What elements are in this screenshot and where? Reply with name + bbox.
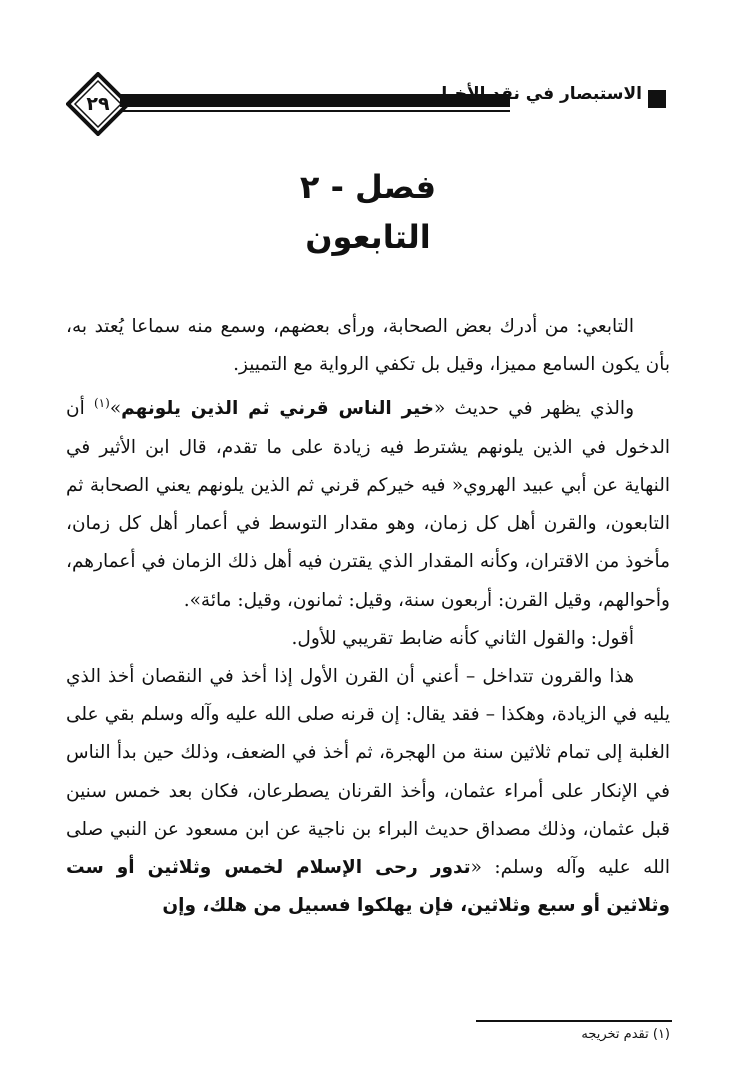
- page-number: ٢٩: [86, 93, 110, 115]
- paragraph: [66, 620, 670, 658]
- text-run: أن الدخول في الذين يلونهم يشترط فيه زيادة على ما تقدم، قال ابن الأثير في النهاية عن أبي عبيد الهروي« فيه خيركم قرني ثم الذين يلونهم يعني الصحابة ثم التابعون، والقرن أهل كل زمان، وهو مقدار التوسط في أعمار أهل كل زمان، مأخوذ من الاقتران، وكأنه المقدار الذي يقترن فيه أهل ذلك الزمان في أعمارهم، وأحوالهم، وقيل القرن: أربعون سنة، وقيل: ثمانون، وقيل: مائة».: [66, 398, 670, 611]
- text-run: التابعي: من أدرك بعض الصحابة، ورأى بعضهم، وسمع منه سماعا يُعتد به، بأن يكون السامع مميزا، وقيل بل تكفي الرواية مع التمييز.: [66, 316, 670, 376]
- paragraph: [66, 384, 670, 619]
- footnote-rule: [476, 1020, 672, 1022]
- footnote-ref: (١): [93, 396, 110, 411]
- chapter-title: التابعون: [305, 218, 431, 256]
- running-header: [60, 64, 672, 144]
- text-run: هذا والقرون تتداخل – أعني أن القرن الأول إذا أخذ في النقصان أخذ الذي يليه في الزيادة، وهكذا – فقد يقال: إن قرنه صلى الله عليه وآله وسلم بقي على الغلبة إلى تمام ثلاثين سنة من الهجرة، ثم أخذ في الضعف، وذلك حين بدأ الناس في الإنكار على أمراء عثمان، وأخذ القرنان يصطرعان، فكان بعد خمس سنين قبل عثمان، وذلك مصداق حديث البراء بن ناجية عن ابن مسعود عن النبي صلى الله عليه وآله وسلم: «: [66, 665, 670, 878]
- section-number: فصل - ٢: [299, 168, 437, 206]
- header-square-ornament: [648, 90, 666, 108]
- hadith-quote: تدور رحى الإسلام لخمس وثلاثين أو ست وثلاثين أو سبع وثلاثين، فإن يهلكوا فسبيل من هلك، وإن: [66, 857, 670, 917]
- paragraph: [66, 308, 670, 384]
- footnote: (١) تقدم تخريجه: [581, 1027, 670, 1042]
- text-run: والذي يظهر في حديث «: [433, 398, 634, 420]
- text-run: »: [109, 398, 122, 420]
- running-title: الاستبصار في نقد الأخبار: [431, 84, 642, 104]
- paragraph: [66, 658, 670, 925]
- text-run: أقول: والقول الثاني كأنه ضابط تقريبي للأول.: [291, 627, 634, 649]
- hadith-quote: خير الناس قرني ثم الذين يلونهم: [121, 398, 434, 420]
- body-text: [66, 308, 670, 925]
